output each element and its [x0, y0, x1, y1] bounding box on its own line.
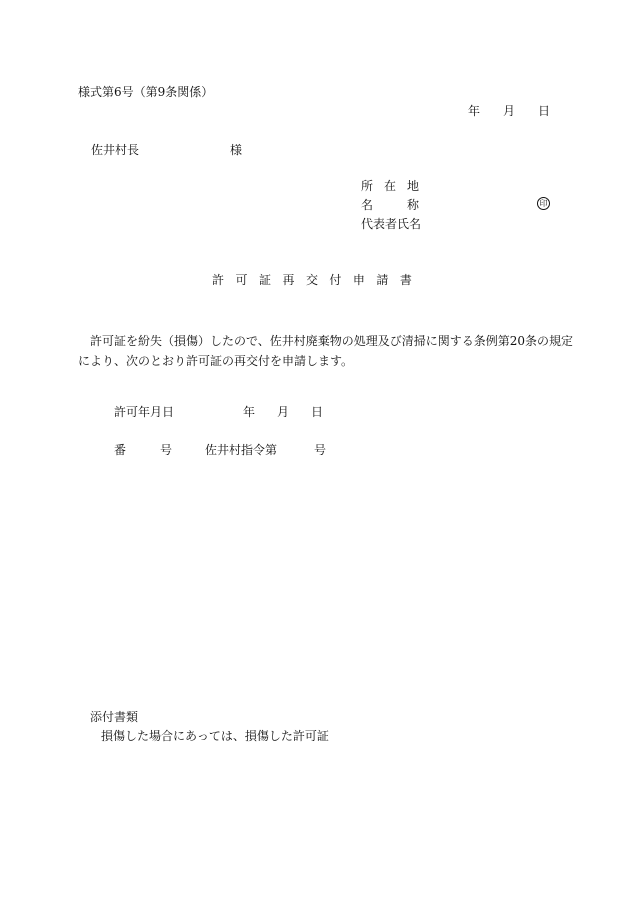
permit-number-suffix: 号: [314, 443, 327, 457]
date-year-label: 年: [468, 104, 481, 118]
date-day-label: 日: [537, 104, 550, 118]
attachments-heading: 添付書類: [90, 710, 139, 724]
body-line-1: 許可証を紛失（損傷）したので、佐井村廃棄物の処理及び清掃に関する条例第20条の規定: [90, 334, 574, 348]
permit-number-label: 番 号: [114, 443, 172, 457]
seal-mark: 印: [537, 197, 550, 210]
addressee-title: 佐井村長: [91, 143, 140, 157]
representative-label: 代表者氏名: [361, 217, 422, 231]
addressee-honorific: 様: [230, 143, 243, 157]
permit-date-label: 許可年月日: [114, 405, 175, 419]
permit-number-prefix: 佐井村指令第: [205, 443, 278, 457]
form-number: 様式第6号（第9条関係）: [78, 85, 214, 99]
permit-date-value: 年 月 日: [243, 405, 323, 419]
date-month-label: 月: [502, 104, 515, 118]
date-line: [468, 104, 550, 118]
attachments-item: 損傷した場合にあっては、損傷した許可証: [101, 729, 329, 743]
document-title: 許 可 証 再 交 付 申 請 書: [212, 273, 412, 287]
body-line-2: により、次のとおり許可証の再交付を申請します。: [78, 354, 354, 368]
name-label: 名 称: [361, 198, 419, 212]
body-paragraph: [78, 331, 574, 371]
address-label: 所 在 地: [361, 179, 419, 193]
